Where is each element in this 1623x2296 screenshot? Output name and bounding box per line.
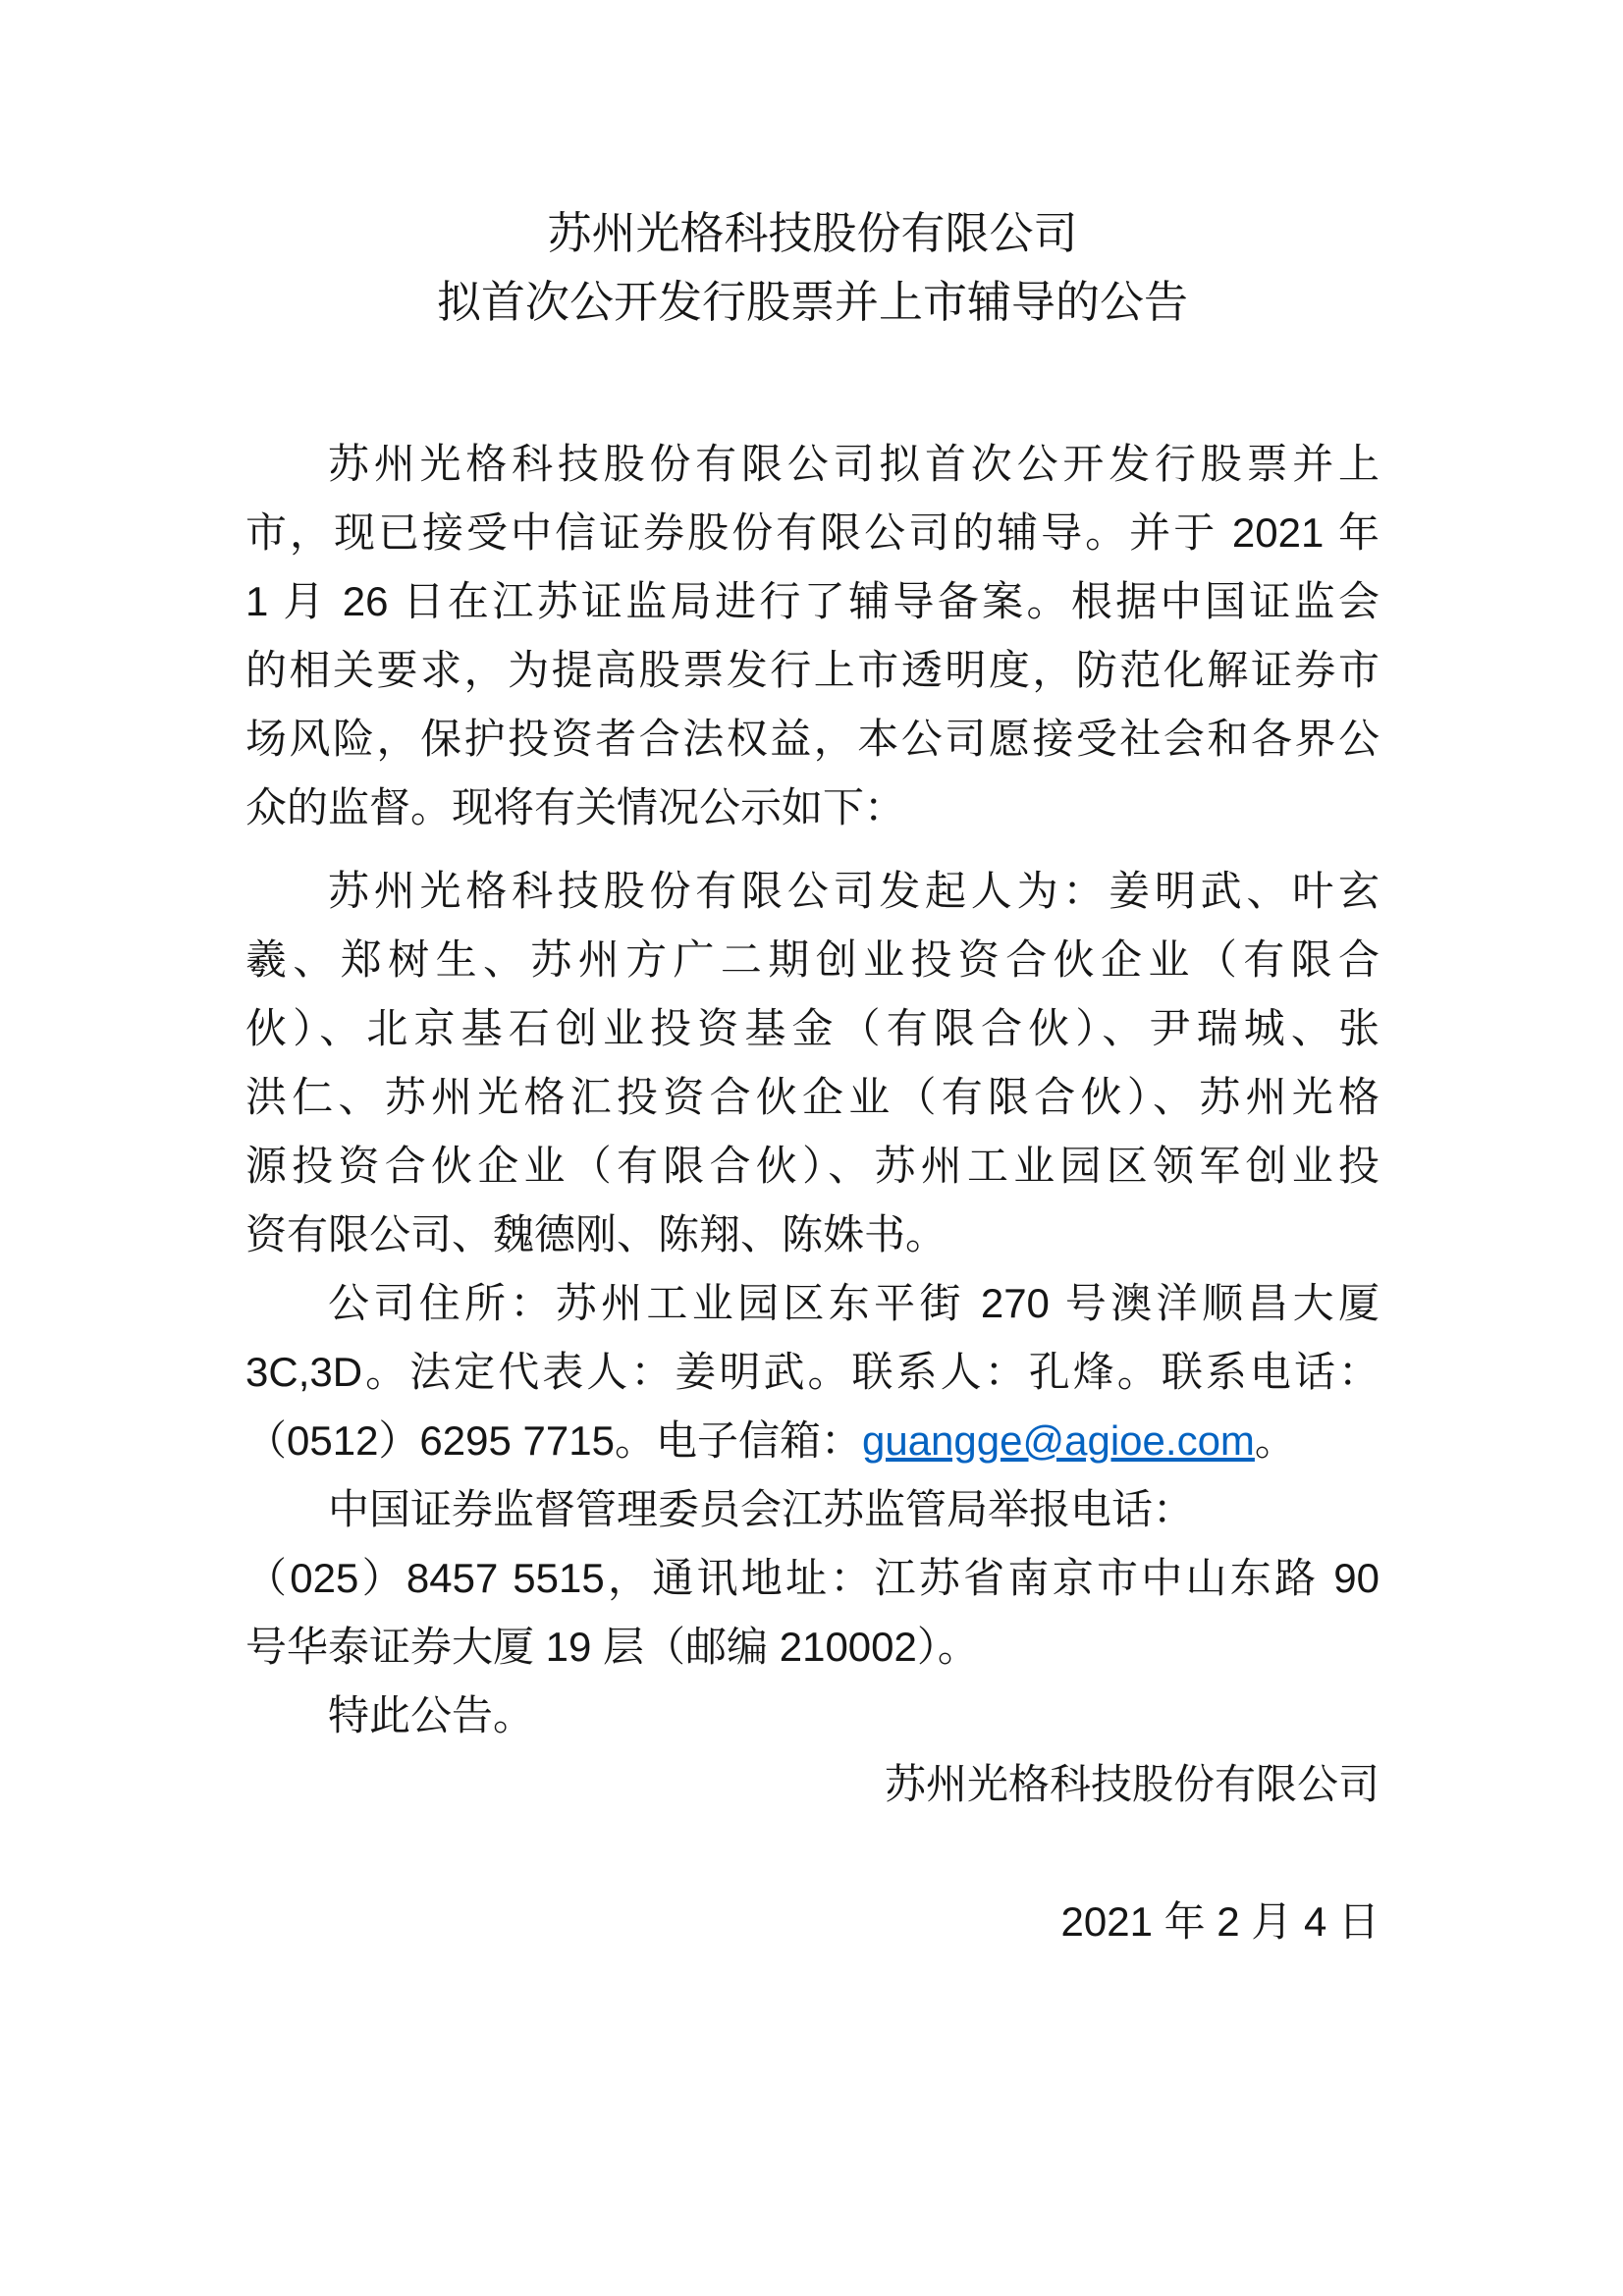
period-after-email: 。 [1254, 1417, 1296, 1464]
text-line: 苏州光格科技股份有限公司发起人为：姜明武、叶玄 [328, 868, 1380, 914]
text-line: 场风险，保护投资者合法权益，本公司愿接受社会和各界公 [245, 716, 1380, 762]
text-line: 洪仁、苏州光格汇投资合伙企业（有限合伙）、苏州光格 [245, 1074, 1380, 1120]
contact-phone-text: （0512）6295 7715。电子信箱： [245, 1417, 862, 1464]
text-line: 3C,3D。法定代表人：姜明武。联系人：孔烽。联系电话： [245, 1349, 1380, 1395]
announcement-date: 2021 年 2 月 4 日 [1060, 1898, 1380, 1945]
email-link[interactable]: guangge@agioe.com [861, 1417, 1255, 1464]
paragraph-promoters [245, 857, 1380, 1269]
paragraph-company-contact [245, 1269, 1380, 1475]
document-title-line-1: 苏州光格科技股份有限公司 [547, 208, 1078, 258]
text-line-with-email [245, 1407, 1380, 1475]
text-line: 中国证券监督管理委员会江苏监管局举报电话： [328, 1486, 1195, 1532]
document-title-line-2: 拟首次公开发行股票并上市辅导的公告 [436, 277, 1188, 327]
closing-statement: 特此公告。 [328, 1692, 535, 1738]
text-line: 号华泰证券大厦 19 层（邮编 210002）。 [245, 1624, 979, 1670]
signature-company-name: 苏州光格科技股份有限公司 [884, 1761, 1380, 1807]
text-line: 公司住所：苏州工业园区东平街 270 号澳洋顺昌大厦 [328, 1280, 1380, 1326]
text-line: 伙）、北京基石创业投资基金（有限合伙）、尹瑞城、张 [245, 1005, 1380, 1051]
text-line: 市，现已接受中信证券股份有限公司的辅导。并于 2021 年 [245, 509, 1380, 556]
text-line: 1 月 26 日在江苏证监局进行了辅导备案。根据中国证监会 [245, 578, 1380, 624]
text-line: （025）8457 5515，通讯地址：江苏省南京市中山东路 90 [245, 1555, 1380, 1601]
paragraph-regulator-contact [245, 1475, 1380, 1682]
text-line: 苏州光格科技股份有限公司拟首次公开发行股票并上 [328, 441, 1380, 487]
text-line: 的相关要求，为提高股票发行上市透明度，防范化解证券市 [245, 647, 1380, 693]
text-line: 羲、郑树生、苏州方广二期创业投资合伙企业（有限合 [245, 936, 1380, 983]
text-line: 源投资合伙企业（有限合伙）、苏州工业园区领军创业投 [245, 1143, 1380, 1189]
paragraph-counseling-filing [245, 430, 1380, 842]
text-line: 众的监督。现将有关情况公示如下： [245, 784, 906, 830]
text-line: 资有限公司、魏德刚、陈翔、陈姝书。 [245, 1211, 947, 1257]
